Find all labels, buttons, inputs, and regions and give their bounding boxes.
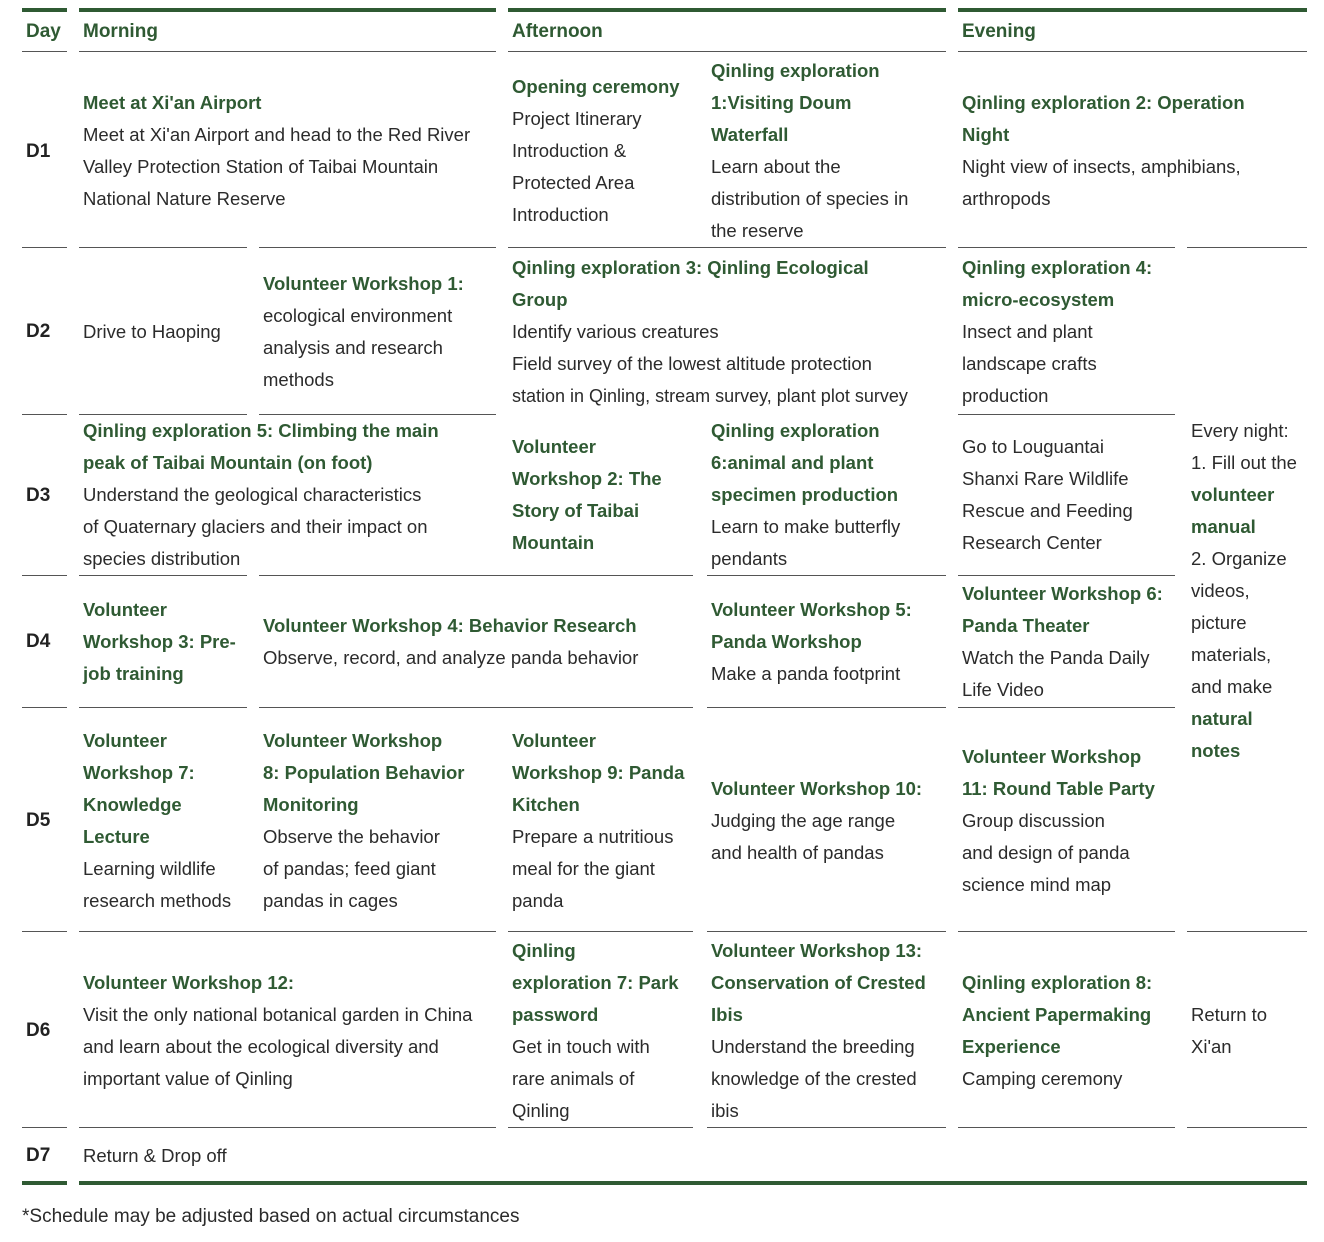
row-rule — [22, 414, 67, 415]
d4-m1-title: Workshop 3: Pre- — [83, 631, 236, 652]
d3-aft2-title: specimen production — [711, 484, 899, 505]
d5-m2-desc: Observe the behavior — [263, 826, 440, 847]
every-night-line: Every night: — [1191, 420, 1289, 441]
d2-morning2-desc: ecological environment — [263, 305, 453, 326]
d5-afternoon-2 — [711, 773, 951, 869]
d5-m2-title: Monitoring — [263, 794, 359, 815]
d5-m2-desc: pandas in cages — [263, 890, 398, 911]
row-rule — [79, 931, 496, 932]
day-label-d1: D1 — [26, 141, 51, 162]
d6-afternoon-2 — [711, 935, 951, 1127]
d1-aft2-title: Waterfall — [711, 124, 789, 145]
d2-aft-title: Qinling exploration 3: Qinling Ecological — [512, 257, 869, 278]
d1-morning-desc: Meet at Xi'an Airport and head to the Red River — [83, 124, 471, 145]
d1-aft1-desc: Project Itinerary — [512, 108, 642, 129]
d2-morning2-title: Volunteer Workshop 1: — [263, 273, 464, 294]
row-rule — [22, 575, 67, 576]
d6-a2-desc: ibis — [711, 1100, 739, 1121]
d6-a1-title: Qinling — [512, 940, 576, 961]
d6-a2-title: Volunteer Workshop 13: — [711, 940, 923, 961]
d5-eve-desc: science mind map — [962, 874, 1112, 895]
d5-afternoon-1 — [512, 725, 702, 917]
top-rule-morning — [79, 8, 496, 12]
bottom-rule — [79, 1181, 1307, 1185]
d2-aft-desc: Field survey of the lowest altitude protection — [512, 353, 872, 374]
d2-morning2-desc: analysis and research — [263, 337, 443, 358]
row-rule — [508, 1127, 693, 1128]
row-rule — [958, 931, 1175, 932]
d6-eve-desc: Camping ceremony — [962, 1068, 1123, 1089]
row-rule — [958, 707, 1175, 708]
top-rule-evening — [958, 8, 1307, 12]
header-rule — [22, 51, 67, 52]
d4-m2-desc: Observe, record, and analyze panda behavior — [263, 647, 639, 668]
d1-aft1-title: Opening ceremony — [512, 76, 680, 97]
day-label-d2: D2 — [26, 321, 51, 342]
d6-extra-text: Xi'an — [1191, 1036, 1232, 1057]
d4-morning-1 — [83, 594, 253, 690]
d3-morning-desc: species distribution — [83, 548, 241, 569]
d7-text: Return & Drop off — [83, 1145, 227, 1166]
d2-eve-desc: Insect and plant — [962, 321, 1093, 342]
row-rule — [958, 247, 1175, 248]
d2-morning-text: Drive to Haoping — [83, 321, 221, 342]
d6-a2-title: Ibis — [711, 1004, 743, 1025]
d5-m1-desc: research methods — [83, 890, 232, 911]
d6-extra-text: Return to — [1191, 1004, 1268, 1025]
d6-afternoon-1 — [512, 935, 702, 1127]
d4-afternoon — [711, 594, 951, 690]
row-rule — [259, 575, 693, 576]
d6-m-desc: important value of Qinling — [83, 1068, 293, 1089]
d3-aft2-title: Qinling exploration — [711, 420, 880, 441]
d6-extra — [1191, 999, 1311, 1063]
header-morning: Morning — [83, 21, 158, 42]
row-rule — [79, 707, 247, 708]
d3-morning — [83, 415, 503, 575]
every-night-note — [1191, 415, 1311, 767]
d6-eve-title: Experience — [962, 1036, 1061, 1057]
d6-a2-desc: Understand the breeding — [711, 1036, 915, 1057]
row-rule — [22, 247, 67, 248]
top-rule-day — [22, 8, 67, 12]
d2-aft-desc: station in Qinling, stream survey, plant plot survey — [512, 386, 908, 406]
d2-eve-desc: landscape crafts — [962, 353, 1097, 374]
row-rule — [79, 1127, 496, 1128]
d1-aft1-desc: Protected Area — [512, 172, 635, 193]
d5-a2-desc: Judging the age range — [711, 810, 896, 831]
bottom-rule — [22, 1181, 67, 1185]
d4-m2-title: Volunteer Workshop 4: Behavior Research — [263, 615, 637, 636]
d1-eve-desc: Night view of insects, amphibians, — [962, 156, 1241, 177]
d2-eve-title: Qinling exploration 4: — [962, 257, 1153, 278]
d2-morning-2 — [263, 268, 498, 396]
d6-m-title: Volunteer Workshop 12: — [83, 972, 295, 993]
every-night-line: manual — [1191, 516, 1256, 537]
d4-m1-title: job training — [83, 663, 184, 684]
row-rule — [707, 1127, 946, 1128]
d6-evening — [962, 967, 1177, 1095]
day-label-d7: D7 — [26, 1145, 51, 1166]
d5-a1-title: Volunteer — [512, 730, 596, 751]
d6-a2-desc: knowledge of the crested — [711, 1068, 917, 1089]
d5-a1-desc: meal for the giant — [512, 858, 655, 879]
d1-afternoon-1 — [512, 71, 702, 231]
header-rule — [508, 51, 946, 52]
row-rule — [707, 931, 946, 932]
d5-a1-desc: panda — [512, 890, 564, 911]
header-rule — [79, 51, 496, 52]
every-night-line: natural — [1191, 708, 1253, 729]
d3-aft1-title: Workshop 2: The — [512, 468, 662, 489]
header-rule — [958, 51, 1307, 52]
d6-a1-desc: rare animals of — [512, 1068, 635, 1089]
header-day: Day — [26, 21, 61, 42]
row-rule — [1187, 1127, 1307, 1128]
d6-a2-title: Conservation of Crested — [711, 972, 926, 993]
day-label-d5: D5 — [26, 810, 51, 831]
d4-aft-title: Panda Workshop — [711, 631, 862, 652]
d5-m2-title: 8: Population Behavior — [263, 762, 465, 783]
d1-morning — [83, 87, 498, 215]
d2-eve-desc: production — [962, 385, 1049, 406]
d1-aft1-desc: Introduction — [512, 204, 609, 225]
d5-m1-title: Volunteer — [83, 730, 167, 751]
d4-m1-title: Volunteer — [83, 599, 167, 620]
d3-morning-desc: of Quaternary glaciers and their impact on — [83, 516, 428, 537]
every-night-line: 2. Organize — [1191, 548, 1287, 569]
d3-morning-title: Qinling exploration 5: Climbing the main — [83, 420, 439, 441]
row-rule — [707, 575, 946, 576]
top-rule-afternoon — [508, 8, 946, 12]
d3-aft2-title: 6:animal and plant — [711, 452, 874, 473]
d3-aft1-title: Story of Taibai — [512, 500, 640, 521]
d5-m2-title: Volunteer Workshop — [263, 730, 443, 751]
d3-eve-text: Go to Louguantai — [962, 436, 1104, 457]
d3-morning-title: peak of Taibai Mountain (on foot) — [83, 452, 373, 473]
row-rule — [22, 931, 67, 932]
d5-a1-title: Workshop 9: Panda — [512, 762, 685, 783]
d3-afternoon-2 — [711, 415, 951, 575]
d3-aft2-desc: pendants — [711, 548, 788, 569]
day-label-d6: D6 — [26, 1020, 51, 1041]
d4-eve-desc: Watch the Panda Daily — [962, 647, 1150, 668]
d1-aft2-desc: Learn about the — [711, 156, 841, 177]
d3-eve-text: Rescue and Feeding — [962, 500, 1133, 521]
row-rule — [79, 575, 247, 576]
d5-m1-title: Workshop 7: — [83, 762, 195, 783]
row-rule — [259, 707, 693, 708]
d1-eve-title: Night — [962, 124, 1010, 145]
row-rule — [1187, 247, 1307, 248]
d1-aft1-desc: Introduction & — [512, 140, 627, 161]
d4-evening — [962, 578, 1177, 706]
d5-eve-desc: and design of panda — [962, 842, 1130, 863]
d1-aft2-title: Qinling exploration — [711, 60, 880, 81]
d3-morning-desc: Understand the geological characteristics — [83, 484, 422, 505]
d6-m-desc: Visit the only national botanical garden in China — [83, 1004, 473, 1025]
day-label-d3: D3 — [26, 485, 51, 506]
row-rule — [958, 575, 1175, 576]
every-night-line: picture — [1191, 612, 1247, 633]
d4-eve-title: Volunteer Workshop 6: — [962, 583, 1163, 604]
d4-eve-title: Panda Theater — [962, 615, 1090, 636]
d6-morning — [83, 967, 503, 1095]
d5-evening — [962, 741, 1177, 901]
row-rule — [958, 414, 1175, 415]
d2-afternoon — [512, 252, 952, 412]
d1-evening — [962, 87, 1307, 215]
d5-m1-title: Lecture — [83, 826, 150, 847]
header-evening: Evening — [962, 21, 1036, 42]
d1-morning-desc: Valley Protection Station of Taibai Mountain — [83, 156, 439, 177]
d3-aft1-title: Volunteer — [512, 436, 596, 457]
d2-eve-title: micro-ecosystem — [962, 289, 1115, 310]
row-rule — [958, 1127, 1175, 1128]
d5-a1-desc: Prepare a nutritious — [512, 826, 674, 847]
d1-morning-desc: National Nature Reserve — [83, 188, 286, 209]
d5-a2-desc: and health of pandas — [711, 842, 884, 863]
d6-a1-title: password — [512, 1004, 599, 1025]
footnote: *Schedule may be adjusted based on actual circumstances — [22, 1206, 520, 1227]
d1-aft2-desc: the reserve — [711, 220, 804, 241]
row-rule — [707, 707, 946, 708]
d2-evening — [962, 252, 1177, 412]
d3-aft2-desc: Learn to make butterfly — [711, 516, 901, 537]
row-rule — [22, 707, 67, 708]
d7-row — [83, 1140, 683, 1172]
d3-eve-text: Shanxi Rare Wildlife — [962, 468, 1129, 489]
d4-eve-desc: Life Video — [962, 679, 1044, 700]
every-night-line: volunteer — [1191, 484, 1275, 505]
d1-eve-title: Qinling exploration 2: Operation — [962, 92, 1245, 113]
d4-morning-2 — [263, 610, 693, 674]
d5-eve-title: Volunteer Workshop — [962, 746, 1142, 767]
day-label-d4: D4 — [26, 631, 51, 652]
d5-m1-title: Knowledge — [83, 794, 182, 815]
d5-m2-desc: of pandas; feed giant — [263, 858, 436, 879]
row-rule — [259, 247, 496, 248]
d2-aft-title: Group — [512, 289, 568, 310]
d2-aft-desc: Identify various creatures — [512, 321, 719, 342]
every-night-line: and make — [1191, 676, 1273, 697]
d3-evening — [962, 431, 1177, 559]
d6-m-desc: and learn about the ecological diversity and — [83, 1036, 439, 1057]
d1-aft2-title: 1:Visiting Doum — [711, 92, 852, 113]
d5-morning-1 — [83, 725, 253, 917]
d3-eve-text: Research Center — [962, 532, 1102, 553]
row-rule — [508, 931, 693, 932]
d5-m1-desc: Learning wildlife — [83, 858, 216, 879]
row-rule — [508, 247, 946, 248]
d5-a2-title: Volunteer Workshop 10: — [711, 778, 923, 799]
d6-a1-title: exploration 7: Park — [512, 972, 679, 993]
d5-morning-2 — [263, 725, 498, 917]
d4-aft-title: Volunteer Workshop 5: — [711, 599, 912, 620]
d5-a1-title: Kitchen — [512, 794, 580, 815]
d3-afternoon-1 — [512, 431, 702, 559]
d6-eve-title: Ancient Papermaking — [962, 1004, 1152, 1025]
every-night-line: videos, — [1191, 580, 1250, 601]
header-afternoon: Afternoon — [512, 21, 603, 42]
d5-eve-desc: Group discussion — [962, 810, 1105, 831]
d1-aft2-desc: distribution of species in — [711, 188, 909, 209]
d1-eve-desc: arthropods — [962, 188, 1051, 209]
d6-a1-desc: Get in touch with — [512, 1036, 650, 1057]
d2-morning2-desc: methods — [263, 369, 334, 390]
d1-morning-title: Meet at Xi'an Airport — [83, 92, 262, 113]
d4-aft-desc: Make a panda footprint — [711, 663, 901, 684]
d6-eve-title: Qinling exploration 8: — [962, 972, 1153, 993]
every-night-line: 1. Fill out the — [1191, 452, 1297, 473]
d6-a1-desc: Qinling — [512, 1100, 570, 1121]
d1-afternoon-2 — [711, 55, 951, 247]
d2-morning-1 — [83, 316, 248, 348]
every-night-line: materials, — [1191, 644, 1272, 665]
row-rule — [22, 1127, 67, 1128]
row-rule — [1187, 931, 1307, 932]
row-rule — [79, 247, 247, 248]
d5-eve-title: 11: Round Table Party — [962, 778, 1155, 799]
d3-aft1-title: Mountain — [512, 532, 595, 553]
every-night-line: notes — [1191, 740, 1241, 761]
